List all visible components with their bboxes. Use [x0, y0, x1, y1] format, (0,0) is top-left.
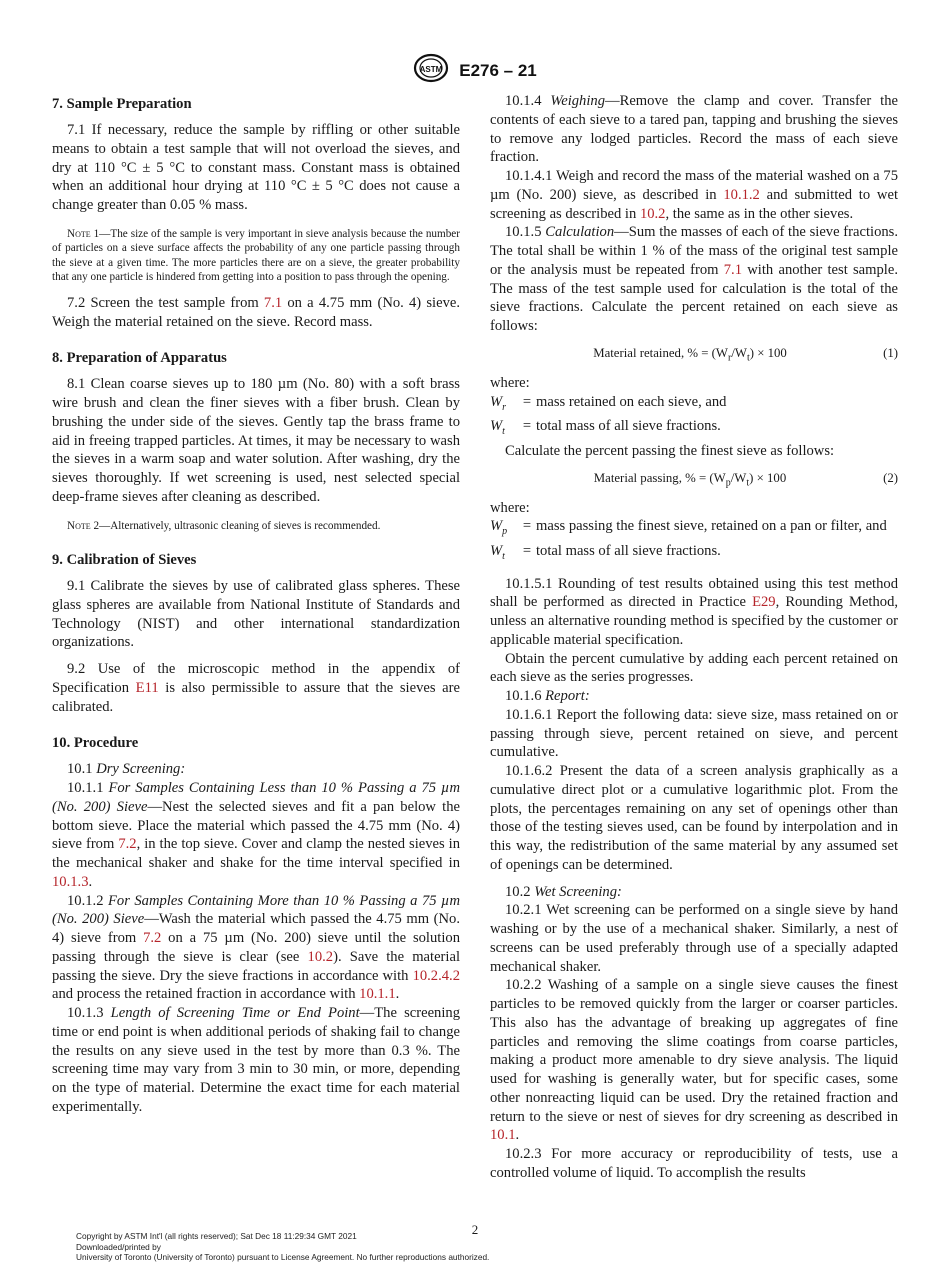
where-label: where:	[490, 499, 530, 516]
logo-text: ASTM	[419, 65, 443, 74]
section-7-title: 7. Sample Preparation	[52, 96, 192, 112]
equation-2-number: (2)	[883, 470, 898, 485]
text: ) × 100	[749, 345, 787, 360]
ref-link-10-2[interactable]: 10.2	[639, 205, 666, 222]
text: mass retained on each sieve, and	[536, 393, 727, 410]
text: 10.1.2	[67, 892, 108, 909]
copyright-footer	[76, 1231, 489, 1263]
definition-wt	[490, 542, 898, 567]
ref-link-7-1[interactable]: 7.1	[263, 294, 283, 311]
text: t	[502, 426, 505, 438]
text: r	[727, 352, 732, 364]
paragraph-9-1: 9.1 Calibrate the sieves by use of calibrated glass spheres. These glass spheres are available from National Institute of Standards and Technology (NIST) and other international standardization organizations.	[52, 578, 460, 651]
text: and submitted to wet screening as described in	[490, 186, 899, 222]
paragraph-10-2-1: 10.2.1 Wet screening can be performed on a single sieve by hand washing or by the use of a mechanical shaker. Similarly, a nest of screens can be used preferably through use of a specially adapted mechanical shaker.	[490, 902, 898, 975]
text: t	[746, 477, 750, 489]
standard-designation: E276 – 21	[459, 60, 537, 80]
text: —The screening time or end point is when additional periods of shaking fail to change the results on any sieve used in the test by more than 0.3 %. The screening time may vary from 3 min to 30 min, or more, depending on the type of material. Determine the exact time for each material experimentally.	[52, 1005, 460, 1115]
text: =	[522, 518, 532, 535]
paragraph-7-2	[52, 294, 460, 332]
text: 10.1.5.1 Rounding of test results obtained using this test method shall be performed as directed in Practice	[490, 575, 898, 611]
page-header	[0, 53, 950, 87]
text: 10.1.1	[67, 780, 109, 796]
right-column	[490, 92, 898, 1183]
text: mass passing the finest sieve, retained on a pan or filter, and	[536, 518, 887, 535]
note-1	[52, 227, 460, 285]
note-2-label: Note	[67, 519, 91, 532]
text: is also permissible to assure that the sieves are calibrated.	[52, 679, 460, 715]
paragraph-7-1: 7.1 If necessary, reduce the sample by riffling or other suitable means to obtain a test sample that will not overload the sieves, and dry at 110 °C ± 5 °C to constant mass. Constant mass is obtained when an additional hour drying at 110 °C ± 5 °C does not cause a change greater than 0.05 % mass.	[52, 122, 460, 213]
paragraph-10-1-2	[52, 892, 460, 1005]
ref-link-7-2[interactable]: 7.2	[143, 930, 162, 946]
where-label: where:	[490, 374, 530, 391]
symbol	[490, 542, 518, 567]
text: with another test sample. The mass of the test sample used for calculation is the total of the sieve fractions. Calculate the percent retained on each sieve as follows:	[490, 261, 898, 334]
note-2-text: 2—Alternatively, ultrasonic cleaning of sieves is recommended.	[90, 519, 381, 532]
definition-wt	[490, 417, 898, 442]
paragraph-10-1-5	[490, 223, 898, 336]
text: r	[502, 401, 507, 413]
text: 7.2 Screen the test sample from	[67, 294, 264, 311]
section-8-title: 8. Preparation of Apparatus	[52, 350, 227, 367]
paragraph-10-1	[52, 760, 460, 779]
definition-wr	[490, 393, 898, 418]
paragraph-10-2	[490, 883, 898, 902]
equation-1	[490, 342, 898, 364]
note-2	[52, 519, 460, 534]
text: 10.1	[67, 761, 97, 778]
text: =	[522, 542, 532, 559]
ref-link-10-1-1[interactable]: 10.1.1	[359, 986, 396, 1003]
text: total mass of all sieve fractions.	[536, 542, 721, 559]
paragraph-10-2-2	[490, 976, 898, 1145]
symbol	[490, 393, 518, 418]
equation-2-expression	[490, 469, 890, 493]
text: —Nest the selected sieves and fit a pan below the bottom sieve. Place the material which passed the 4.75 mm (No. 4) sieve from	[52, 798, 460, 853]
ref-link-10-1-2[interactable]: 10.1.2	[723, 186, 760, 203]
text: 9.2 Use of the microscopic method in the appendix of Specification	[52, 661, 460, 696]
paragraph-10-1-6-1: 10.1.6.1 Report the following data: sieve size, mass retained on or passing through sieve, percent retained on sieve, and percent cumulative.	[490, 706, 898, 761]
text: Weighing	[550, 93, 605, 109]
text: p	[725, 477, 731, 489]
text: and process the retained fraction in accordance with	[52, 986, 360, 1003]
text: 10.2.2 Washing of a sample on a single sieve causes the finest particles to be removed quickly from the larger or coarser particles. This also has the advantage of breaking up aggregates of fine particles and removing the slime coatings from coarse particles, making a product more amenable to dry sieve analysis. The liquid used for washing is generally water, but for specific cases, some other nonreacting liquid can be used. Dry the retained fraction and return to the sieve or nest of sieves for dry screening as described in	[490, 977, 898, 1125]
paragraph-8-1: 8.1 Clean coarse sieves up to 180 µm (No. 80) with a soft brass wire brush and clean the finer sieves with a fiber brush. Clean by brushing the under side of the sieves. Gently tap the brass frame to aid in freeing trapped particles. At times, it may be necessary to wash the sieves in a warm soap and water solution. After washing, dry the sieves thoroughly. If wet screening is used, nest selected special deep-frame sieves after cleaning as described.	[52, 376, 460, 505]
paragraph-10-1-4-1	[490, 167, 898, 223]
section-10-title: 10. Procedure	[52, 735, 139, 752]
paragraph-10-1-4	[490, 92, 898, 167]
text: .	[88, 873, 93, 890]
paragraph-10-1-1	[52, 779, 460, 892]
equation-1-expression	[490, 344, 890, 368]
ref-link-7-1[interactable]: 7.1	[723, 261, 742, 278]
ref-link-e11[interactable]: E11	[135, 679, 159, 696]
text: Calculation	[545, 224, 615, 241]
ref-link-e29[interactable]: E29	[752, 594, 776, 611]
text: —Wash the material which passed the 4.75 mm (No. 4) sieve from	[52, 911, 460, 946]
text: W	[490, 542, 503, 559]
footer-line-2: Downloaded/printed by	[76, 1241, 161, 1252]
text: W	[490, 518, 503, 535]
text: ) × 100	[749, 470, 787, 485]
ref-link-10-1[interactable]: 10.1	[490, 1127, 516, 1144]
calc-passing-intro: Calculate the percent passing the finest sieve as follows:	[505, 442, 835, 459]
text: Wet Screening:	[534, 883, 622, 900]
equation-1-number: (1)	[883, 345, 898, 360]
symbol	[490, 517, 518, 542]
text: total mass of all sieve fractions.	[536, 418, 721, 435]
text: —Remove the clamp and cover. Transfer the contents of each sieve to a tared pan, tapping and brushing the sieves to remove any lodged particles. Record the mass of each sieve fraction.	[490, 93, 898, 166]
text: =	[522, 393, 532, 410]
text: Material retained, % = (W	[593, 345, 728, 360]
paragraph-10-1-6	[490, 687, 898, 706]
text: —Sum the masses of each of the sieve fractions. The total shall be within 1 % of the mass of the original test sample or the analysis must be repeated from	[490, 224, 899, 278]
footer-line-3: University of Toronto (University of Toronto) pursuant to License Agreement. No further reproductions authorized.	[76, 1252, 490, 1262]
note-1-label: Note	[67, 227, 91, 240]
text: 10.1.4	[505, 93, 551, 109]
text: , in the top sieve. Cover and clamp the nested sieves in the mechanical shaker and shake for the time interval specified in	[52, 836, 461, 871]
text: ). Save the material passing the sieve. Dry the sieve fractions in accordance with	[52, 948, 460, 984]
paragraph-10-1-6-2: 10.1.6.2 Present the data of a screen analysis graphically as a cumulative direct plot or a cumulative logarithmic plot. From the plots, the percentages remaining on any set of openings other than those of the testing sieves used, can be found by interpolation and in this way, the redistribution of the same material by any assumed set of openings can be determined.	[490, 763, 898, 873]
text: on a 4.75 mm (No. 4) sieve. Weigh the material retained on the sieve. Record mass.	[52, 294, 460, 330]
text: Length of Screening Time or End Point	[110, 1005, 360, 1021]
section-9-title: 9. Calibration of Sieves	[52, 552, 197, 568]
text: 10.1.4.1 Weigh and record the mass of the material washed on a 75 µm (No. 200) sieve, as described in	[490, 168, 898, 203]
text: 10.1.5	[505, 224, 546, 241]
symbol	[490, 417, 518, 442]
text: 10.1.3	[67, 1005, 111, 1021]
text: .	[515, 1127, 520, 1144]
astm-logo-icon	[413, 53, 449, 88]
text: For Samples Containing Less than 10 % Passing a 75 µm (No. 200) Sieve	[52, 780, 460, 815]
ref-link-10-2-4-2[interactable]: 10.2.4.2	[412, 967, 460, 984]
left-column	[52, 92, 460, 1117]
note-1-text: 1—The size of the sample is very important in sieve analysis because the number of particles on a sieve surface affects the probability of any one particle passing through the sieve at a given time. The more particles there are on a sieve, the greater probability that any one particle is hindered from getting into a position to pass through the opening.	[52, 227, 460, 284]
text: t	[746, 352, 750, 364]
paragraph-10-1-5-1	[490, 575, 898, 650]
text: Dry Screening:	[96, 761, 186, 778]
text: on a 75 µm (No. 200) sieve until the solution passing through the sieve is clear (see	[52, 930, 460, 965]
paragraph-10-1-3	[52, 1004, 460, 1117]
paragraph-9-2	[52, 660, 460, 716]
text: /W	[730, 470, 747, 485]
equation-2	[490, 467, 898, 489]
text: Report:	[545, 688, 590, 705]
ref-link-7-2[interactable]: 7.2	[118, 836, 137, 853]
text: W	[490, 393, 503, 410]
text: 10.1.6	[505, 688, 546, 705]
text: , Rounding Method, unless an alternative rounding method is specified by the customer or applicable material specification.	[490, 594, 899, 648]
text: For Samples Containing More than 10 % Passing a 75 µm (No. 200) Sieve	[52, 892, 460, 928]
text: Material passing, % = (W	[593, 470, 726, 485]
page-number: 2	[471, 1222, 479, 1237]
text: t	[502, 550, 505, 562]
text: , the same as in the other sieves.	[665, 205, 854, 222]
text: 10.2	[505, 883, 535, 900]
text: =	[522, 418, 532, 435]
paragraph-cumulative: Obtain the percent cumulative by adding each percent retained on each sieve as the series progresses.	[490, 650, 898, 686]
text: .	[395, 986, 400, 1003]
text: p	[502, 526, 508, 538]
ref-link-10-1-3[interactable]: 10.1.3	[52, 873, 89, 890]
text: W	[490, 418, 503, 435]
paragraph-10-2-3: 10.2.3 For more accuracy or reproducibility of tests, use a controlled volume of liquid. To accomplish the results	[490, 1146, 898, 1181]
text: /W	[731, 345, 747, 360]
ref-link-10-2[interactable]: 10.2	[307, 948, 334, 965]
definition-wp	[490, 517, 898, 542]
footer-line-1: Copyright by ASTM Int'l (all rights reserved); Sat Dec 18 11:29:34 GMT 2021	[76, 1231, 357, 1241]
